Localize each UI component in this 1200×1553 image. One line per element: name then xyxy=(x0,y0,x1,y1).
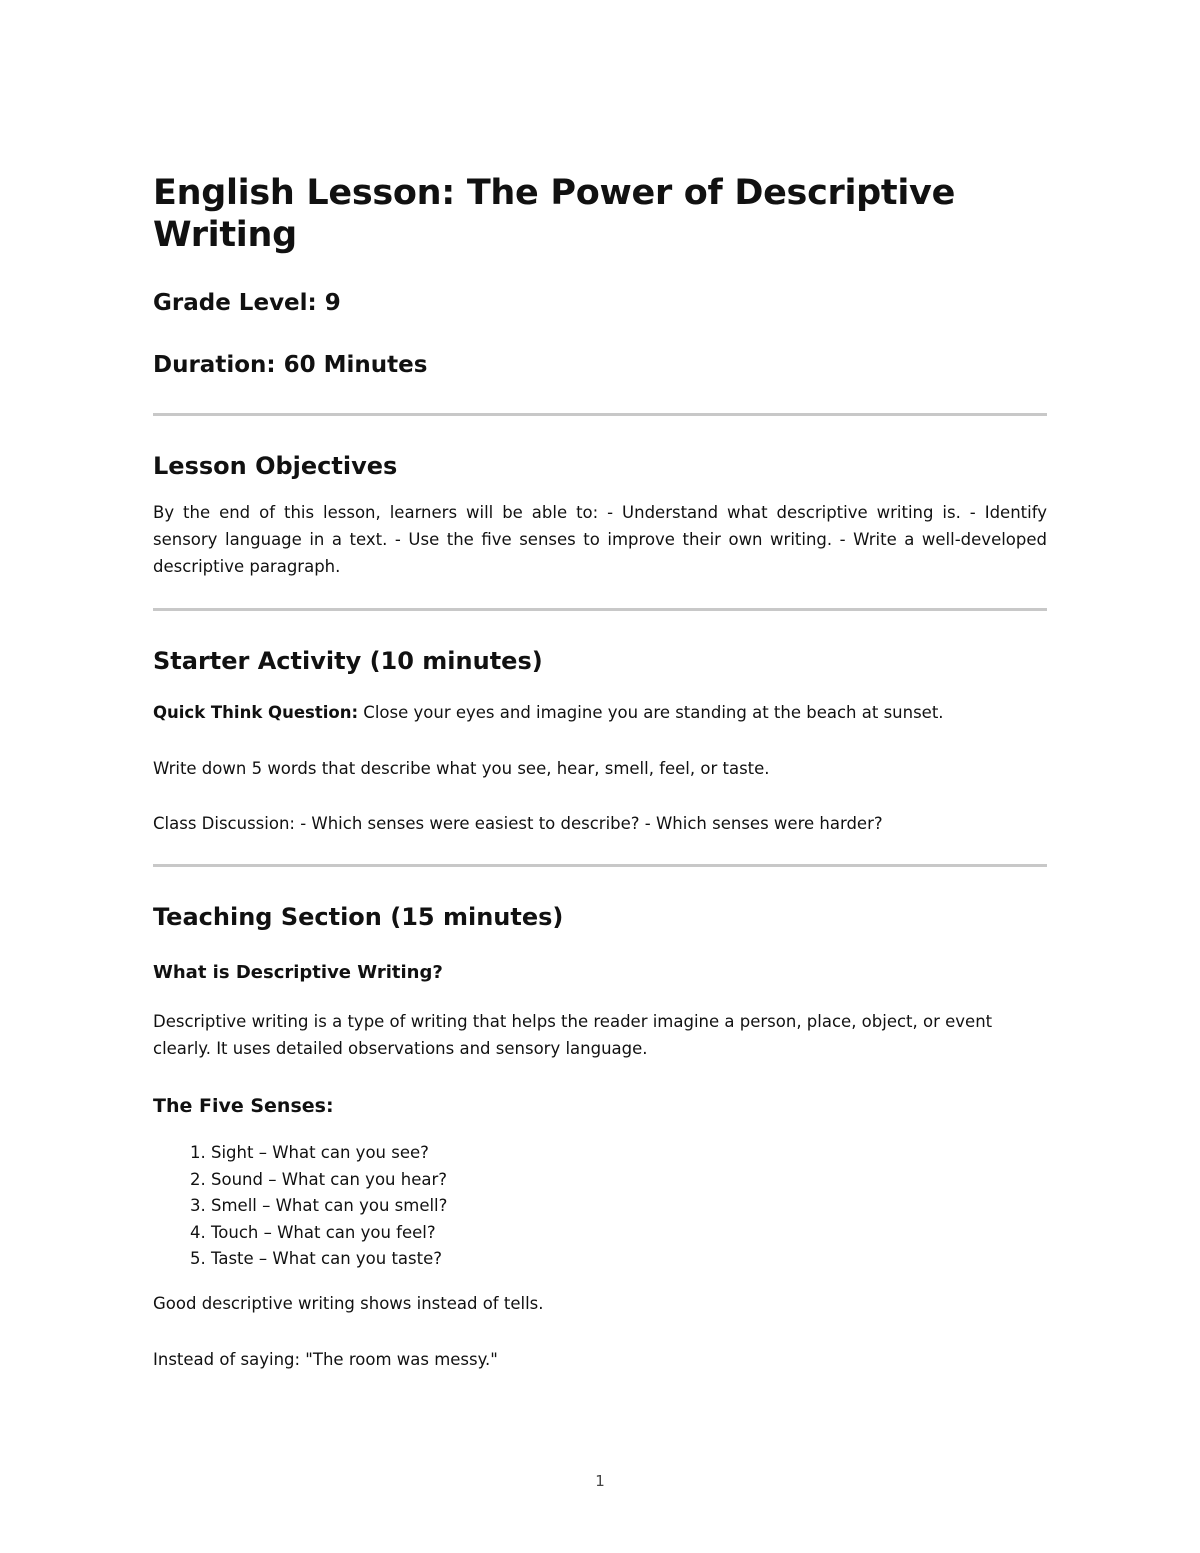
document-title: English Lesson: The Power of Descriptive Writing xyxy=(153,173,956,255)
section-divider xyxy=(153,864,1047,867)
quick-think-paragraph xyxy=(153,699,1047,726)
starter-instruction: Write down 5 words that describe what you see, hear, smell, feel, or taste. xyxy=(153,759,770,778)
grade-level: Grade Level: 9 xyxy=(153,290,341,316)
list-item: 3. Smell – What can you smell? xyxy=(211,1193,1047,1220)
five-senses-heading: The Five Senses: xyxy=(153,1095,334,1117)
list-item: 1. Sight – What can you see? xyxy=(211,1140,1047,1167)
document-body xyxy=(153,150,1047,1373)
objectives-text: By the end of this lesson, learners will be able to: - Understand what descriptive writing is. - Identify sensory language in a text. - Use the five senses to improve their own writing. - Write a well-developed descriptive paragraph. xyxy=(153,503,1047,576)
show-not-tell-text: Good descriptive writing shows instead of tells. xyxy=(153,1293,544,1313)
teaching-heading: Teaching Section (15 minutes) xyxy=(153,903,564,931)
list-item: 2. Sound – What can you hear? xyxy=(211,1167,1047,1194)
list-item: 4. Touch – What can you feel? xyxy=(211,1220,1047,1247)
example-text: Instead of saying: "The room was messy." xyxy=(153,1349,498,1369)
five-senses-list xyxy=(153,1140,1047,1273)
section-divider xyxy=(153,608,1047,611)
starter-heading: Starter Activity (10 minutes) xyxy=(153,647,543,675)
definition-text: Descriptive writing is a type of writing that helps the reader imagine a person, place, object, or event clearly. It uses detailed observations and sensory language. xyxy=(153,1012,993,1058)
page-number: 1 xyxy=(595,1472,605,1490)
descriptive-writing-subheading: What is Descriptive Writing? xyxy=(153,962,443,983)
class-discussion: Class Discussion: - Which senses were easiest to describe? - Which senses were harder? xyxy=(153,814,883,833)
list-item: 5. Taste – What can you taste? xyxy=(211,1246,1047,1273)
quick-think-text: Close your eyes and imagine you are standing at the beach at sunset. xyxy=(358,703,944,722)
section-divider xyxy=(153,413,1047,416)
objectives-heading: Lesson Objectives xyxy=(153,452,398,480)
quick-think-label: Quick Think Question: xyxy=(153,703,359,722)
duration: Duration: 60 Minutes xyxy=(153,352,428,378)
